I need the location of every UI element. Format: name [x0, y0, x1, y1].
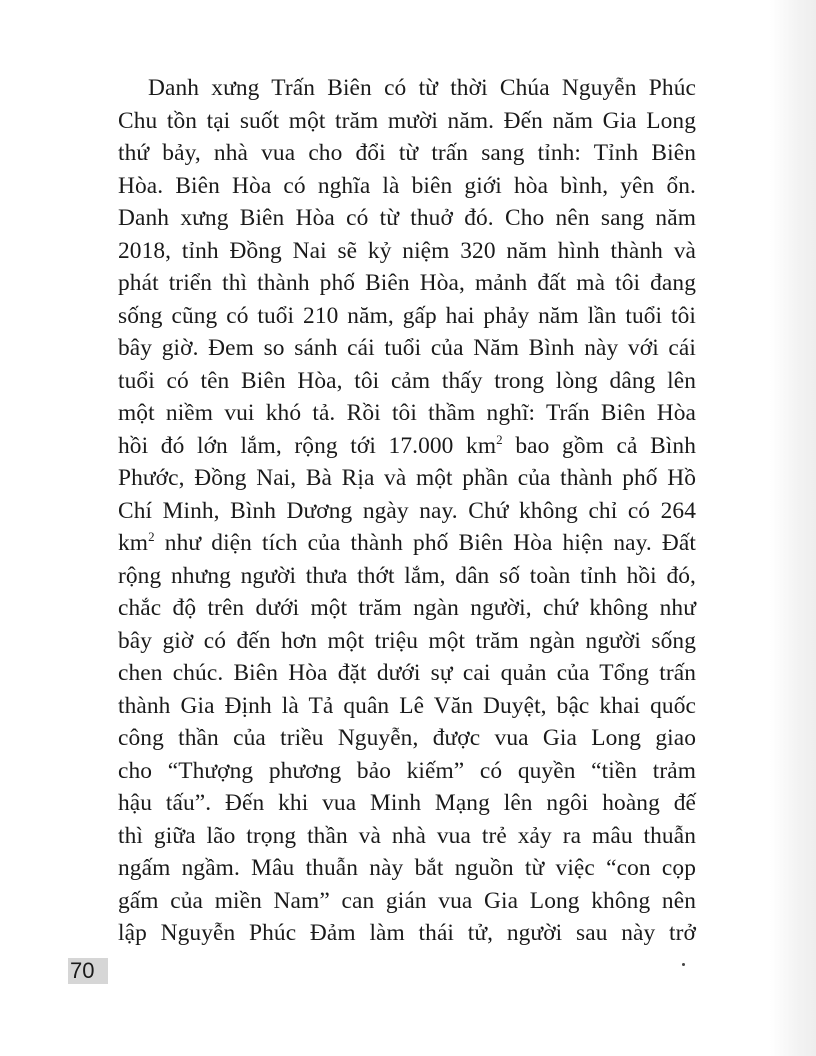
text-line: Chí Minh, Bình Dương ngày nay. Chứ không chỉ có 264: [118, 497, 696, 524]
text-line-with-superscript: [118, 527, 696, 560]
text-line: lập Nguyễn Phúc Đảm làm thái tử, người sau này trở: [118, 920, 696, 946]
text-line-tail: như diện tích của thành phố Biên Hòa hiện nay. Đất: [154, 530, 696, 556]
text-line: phát triển thì thành phố Biên Hòa, mảnh đất mà tôi đang: [118, 270, 696, 296]
text-line: chen chúc. Biên Hòa đặt dưới sự cai quản của Tổng trấn: [118, 660, 696, 686]
text-line: tuổi có tên Biên Hòa, tôi cảm thấy trong lòng dâng lên: [118, 367, 696, 394]
text-line-head: hồi đó lớn lắm, rộng tới 17.000 km: [118, 432, 497, 459]
text-line: thứ bảy, nhà vua cho đổi từ trấn sang tỉnh: Tỉnh Biên: [118, 140, 696, 166]
page-number: 70: [70, 958, 95, 983]
text-line: Danh xưng Trấn Biên có từ thời Chúa Nguyễn Phúc: [148, 75, 696, 101]
text-line-tail: bao gồm cả Bình: [502, 432, 696, 459]
text-line-with-superscript: [118, 430, 696, 463]
text-line: thành Gia Định là Tả quân Lê Văn Duyệt, bậc khai quốc: [118, 692, 696, 719]
text-line: Chu tồn tại suốt một trăm mười năm. Đến năm Gia Long: [118, 107, 696, 134]
text-line: rộng nhưng người thưa thớt lắm, dân số toàn tỉnh hồi đó,: [118, 562, 696, 589]
text-line: gấm của miền Nam” can gián vua Gia Long không nên: [118, 887, 696, 914]
text-line: hậu tấu”. Đến khi vua Minh Mạng lên ngôi hoàng đế: [118, 790, 696, 816]
text-line: bây giờ. Đem so sánh cái tuổi của Năm Bình này với cái: [118, 335, 696, 361]
text-line: Hòa. Biên Hòa có nghĩa là biên giới hòa bình, yên ổn.: [118, 172, 696, 199]
text-line: một niềm vui khó tả. Rồi tôi thầm nghĩ: Trấn Biên Hòa: [118, 400, 696, 426]
text-line: 2018, tỉnh Đồng Nai sẽ kỷ niệm 320 năm hình thành và: [118, 237, 696, 264]
body-text: [118, 72, 696, 950]
text-line: Danh xưng Biên Hòa có từ thuở đó. Cho nên sang năm: [118, 205, 696, 231]
text-line: chắc độ trên dưới một trăm ngàn người, chứ không như: [118, 595, 696, 621]
text-line: công thần của triều Nguyễn, được vua Gia Long giao: [118, 725, 696, 751]
scan-edge-shading: [770, 0, 816, 1056]
superscript-2: 2: [496, 431, 503, 447]
text-line-head: km: [118, 530, 149, 556]
text-line: bây giờ có đến hơn một triệu một trăm ngàn người sống: [118, 627, 696, 654]
text-line: Phước, Đồng Nai, Bà Rịa và một phần của thành phố Hồ: [118, 465, 696, 491]
text-line: sống cũng có tuổi 210 năm, gấp hai phảy năm lần tuổi tôi: [118, 302, 696, 329]
text-line: thì giữa lão trọng thần và nhà vua trẻ xảy ra mâu thuẫn: [118, 822, 696, 849]
scan-speck: [682, 963, 685, 966]
text-line: cho “Thượng phương bảo kiếm” có quyền “tiền trảm: [118, 757, 696, 784]
superscript-2: 2: [148, 529, 155, 544]
text-line: ngấm ngầm. Mâu thuẫn này bắt nguồn từ việc “con cọp: [118, 855, 696, 881]
